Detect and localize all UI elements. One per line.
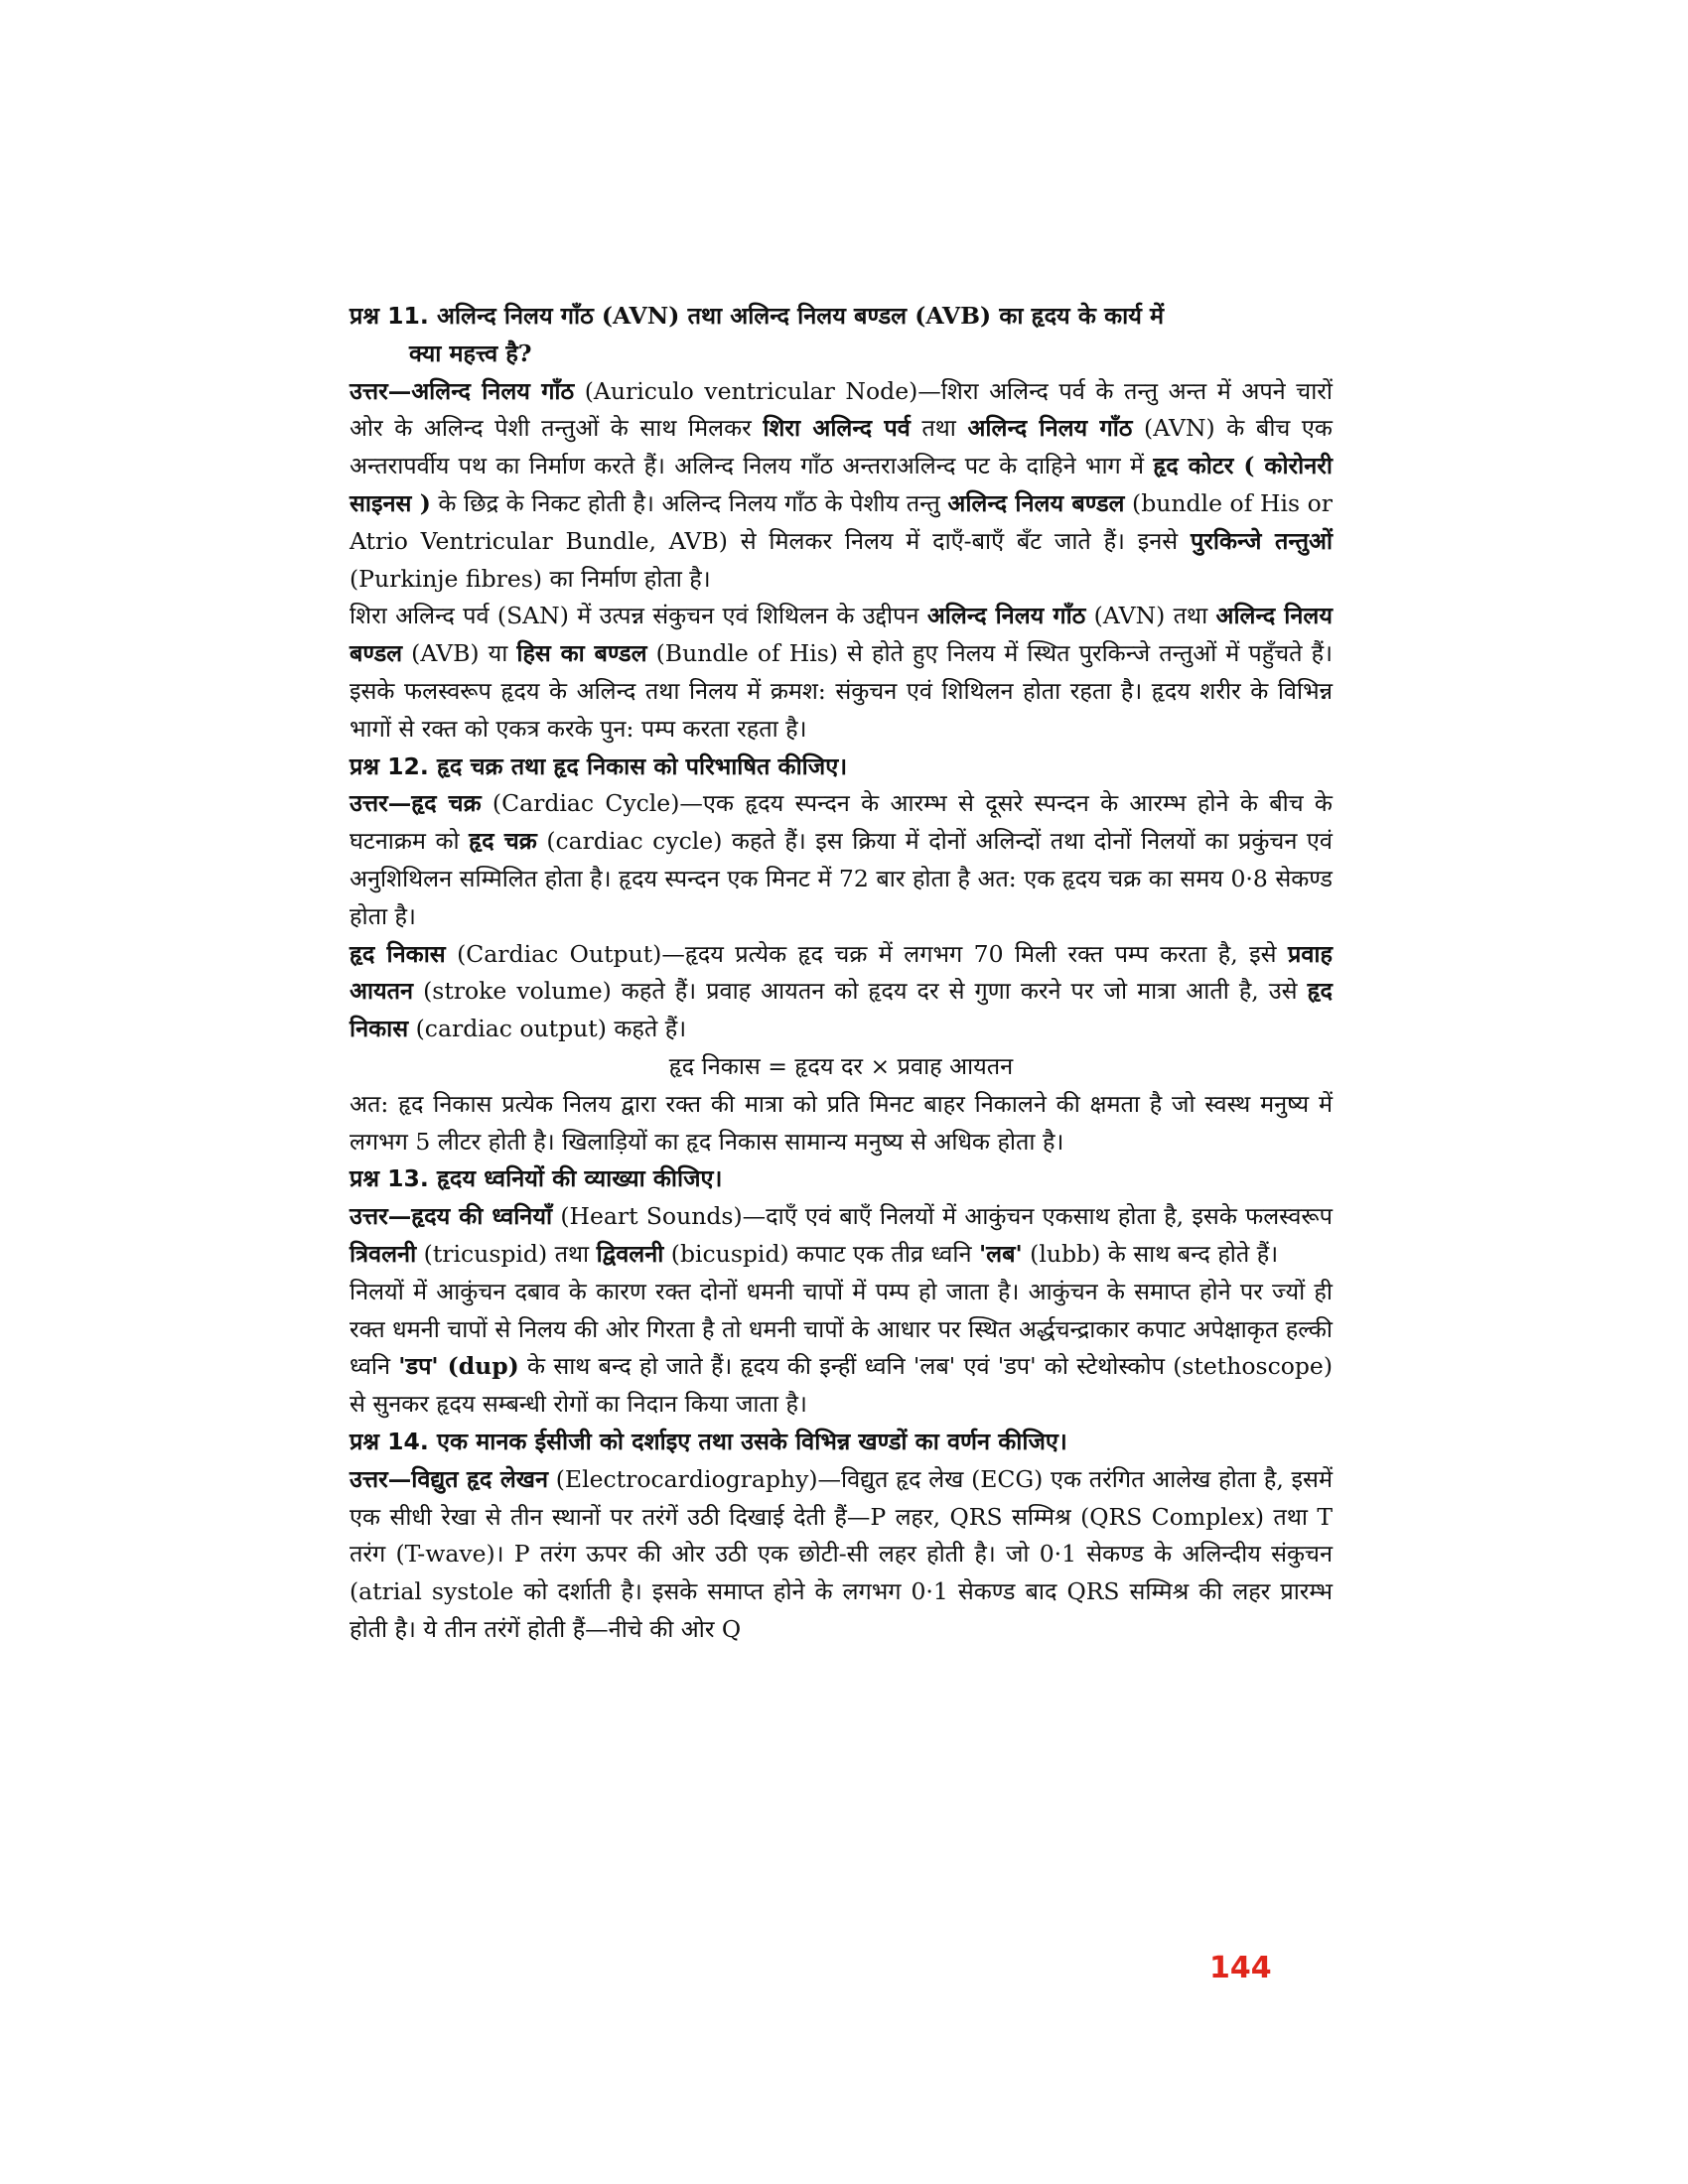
question-14-label: प्रश्न 14. [350,1427,429,1455]
text-run: के साथ बन्द हो जाते हैं। हृदय की इन्हीं ध्वनि 'लब' एवं 'डप' को स्टेथोस्कोप (stethoscope) से सुनकर हृदय सम्बन्धी रोगों का निदान किया जाता है। [350,1352,1333,1419]
text-run: (Heart Sounds)—दाएँ एवं बाएँ निलयों में आकुंचन एकसाथ होता है, इसके फलस्वरूप [552,1202,1333,1231]
answer-13-paragraph-2 [350,1274,1333,1424]
text-run: तथा [910,414,968,443]
text-run: के छिद्र के निकट होती है। अलिन्द निलय गाँठ के पेशीय तन्तु [430,488,948,517]
answer-12-heading: उत्तर—हृद चक्र [350,789,482,818]
text-run: (Auriculo ventricular Node)—शिरा अलिन्द पर्व के तन्तु अन्त में अपने चारों ओर के अलिन्द पेशी तन्तुओं के साथ मिलकर [350,376,1333,443]
text-run: (Electrocardiography)—विद्युत हृद लेख (ECG) एक तरंगित आलेख होता है, इसमें एक सीधी रेखा से तीन स्थानों पर तरंगें उठी दिखाई देती हैं—P लहर, QRS सम्मिश्र (QRS Complex) तथा T तरंग (T-wave)। P तरंग ऊपर की ओर उठी एक छोटी-सी लहर होती है। जो 0·1 सेकण्ड के अलिन्दीय संकुचन (atrial systole को दर्शाती है। इसके समाप्त होने के लगभग 0·1 सेकण्ड बाद QRS सम्मिश्र की लहर प्रारम्भ होती है। ये तीन तरंगें होती हैं—नीचे की ओर Q [350,1464,1333,1643]
term-dup: 'डप' (dup) [398,1352,519,1381]
text-run: (bundle of His or Atrio Ventricular Bundle, AVB) से मिलकर निलय में दाएँ-बाएँ बँट जाते हैं। इनसे [350,488,1333,555]
term-avn: अलिन्द निलय गाँठ [967,414,1133,443]
text-run: (Bundle of His) से होते हुए निलय में स्थित पुरकिन्जे तन्तुओं में पहुँचते हैं। इसके फलस्वरूप हृदय के अलिन्द तथा निलय में क्रमश: संकुचन एवं शिथिलन होता रहता है। हृदय शरीर के विभिन्न भागों से रक्त को एकत्र करके पुन: पम्प करता रहता है। [350,639,1333,743]
term-lubb: 'लब' [978,1239,1023,1268]
term-stroke-volume: प्रवाह आयतन [350,939,1334,1006]
term-san: शिरा अलिन्द पर्व [763,414,911,443]
text-run: (tricuspid) तथा [416,1239,597,1268]
text-run: (Cardiac Cycle)—एक हृदय स्पन्दन के आरम्भ से दूसरे स्पन्दन के आरम्भ होने के बीच के घटनाक्रम को [350,789,1333,856]
text-run: (AVB) या [402,639,517,668]
text-run: शिरा अलिन्द पर्व (SAN) में उत्पन्न संकुचन एवं शिथिलन के उद्दीपन [350,602,927,630]
text-run: (lubb) के साथ बन्द होते हैं। [1022,1239,1279,1268]
answer-13-heading: उत्तर—हृदय की ध्वनियाँ [350,1202,553,1231]
question-13 [350,1160,1333,1198]
answer-12-paragraph-1 [350,785,1333,935]
answer-11-paragraph-1 [350,373,1333,599]
term-cardiac-cycle: हृद चक्र [469,827,537,856]
cardiac-output-formula: हृद निकास = हृदय दर × प्रवाह आयतन [668,1051,1014,1080]
term-bicuspid: द्विवलनी [596,1239,664,1268]
question-14 [350,1424,1333,1461]
question-13-label: प्रश्न 13. [350,1164,429,1193]
page-content [350,298,1333,1649]
answer-12-paragraph-3: अत: हृद निकास प्रत्येक निलय द्वारा रक्त की मात्रा को प्रति मिनट बाहर निकालने की क्षमता है जो स्वस्थ मनुष्य में लगभग 5 लीटर होती है। खिलाड़ियों का हृद निकास सामान्य मनुष्य से अधिक होता है। [350,1089,1333,1156]
question-11 [350,298,1333,373]
text-run: (bicuspid) कपाट एक तीव्र ध्वनि [663,1239,979,1268]
term-cardiac-output: हृद निकास [350,977,1333,1043]
text-run: (stroke volume) कहते हैं। प्रवाह आयतन को हृदय दर से गुणा करने पर जो मात्रा आती है, उसे [413,977,1308,1006]
text-run: (AVN) तथा [1085,602,1216,630]
term-tricuspid: त्रिवलनी [350,1239,417,1268]
answer-11-heading: उत्तर—अलिन्द निलय गाँठ [350,376,575,405]
question-11-label: प्रश्न 11. [350,302,429,330]
text-run: (cardiac cycle) कहते हैं। इस क्रिया में दोनों अलिन्दों तथा दोनों निलयों का प्रकुंचन एवं अनुशिथिलन सम्मिलित होता है। हृदय स्पन्दन एक मिनट में 72 बार होता है अत: एक हृदय चक्र का समय 0·8 सेकण्ड होता है। [350,827,1333,930]
term-coronary-sinus: हृद कोटर ( कोरोनरी साइनस ) [350,452,1333,517]
text-run: (Purkinje fibres) का निर्माण होता है। [350,564,711,593]
question-12-text: हृद चक्र तथा हृद निकास को परिभाषित कीजिए। [437,751,848,780]
question-14-text: एक मानक ईसीजी को दर्शाइए तथा उसके विभिन्न खण्डों का वर्णन कीजिए। [437,1427,1067,1455]
text-run: (cardiac output) कहते हैं। [408,1015,687,1043]
question-13-text: हृदय ध्वनियों की व्याख्या कीजिए। [437,1164,723,1193]
answer-11-paragraph-2 [350,598,1333,748]
term-purkinje: पुरकिन्जे तन्तुओं [1190,526,1334,555]
term-avb: अलिन्द निलय बण्डल [350,602,1333,668]
term-avn: अलिन्द निलय गाँठ [926,602,1086,630]
answer-14-heading: उत्तर—विद्युत हृद लेखन [350,1464,549,1493]
page-number: 144 [1209,1951,1272,1985]
question-12-label: प्रश्न 12. [350,751,429,780]
question-12 [350,749,1333,786]
question-11-text-continued: क्या महत्त्व है? [409,339,532,367]
term-bundle-of-his: हिस का बण्डल [516,639,647,668]
term-cardiac-output: हृद निकास [350,939,446,968]
text-run: निलयों में आकुंचन दबाव के कारण रक्त दोनों धमनी चापों में पम्प हो जाता है। आकुंचन के समाप्त होने पर ज्यों ही रक्त धमनी चापों से निलय की ओर गिरता है तो धमनी चापों के आधार पर स्थित अर्द्धचन्द्राकार कपाट अपेक्षाकृत हल्की ध्वनि [350,1277,1333,1381]
term-avb: अलिन्द निलय बण्डल [947,488,1125,517]
answer-14-paragraph-1 [350,1461,1333,1649]
text-run: (AVN) के बीच एक अन्तरापर्वीय पथ का निर्माण करते हैं। अलिन्द निलय गाँठ अन्तराअलिन्द पट के दाहिने भाग में [350,414,1333,480]
question-11-text: अलिन्द निलय गाँठ (AVN) तथा अलिन्द निलय बण्डल (AVB) का हृदय के कार्य में [437,302,1165,330]
answer-13-paragraph-1 [350,1198,1333,1274]
answer-12-paragraph-2 [350,936,1333,1048]
text-run: (Cardiac Output)—हृदय प्रत्येक हृद चक्र में लगभग 70 मिली रक्त पम्प करता है, इसे [445,939,1288,968]
